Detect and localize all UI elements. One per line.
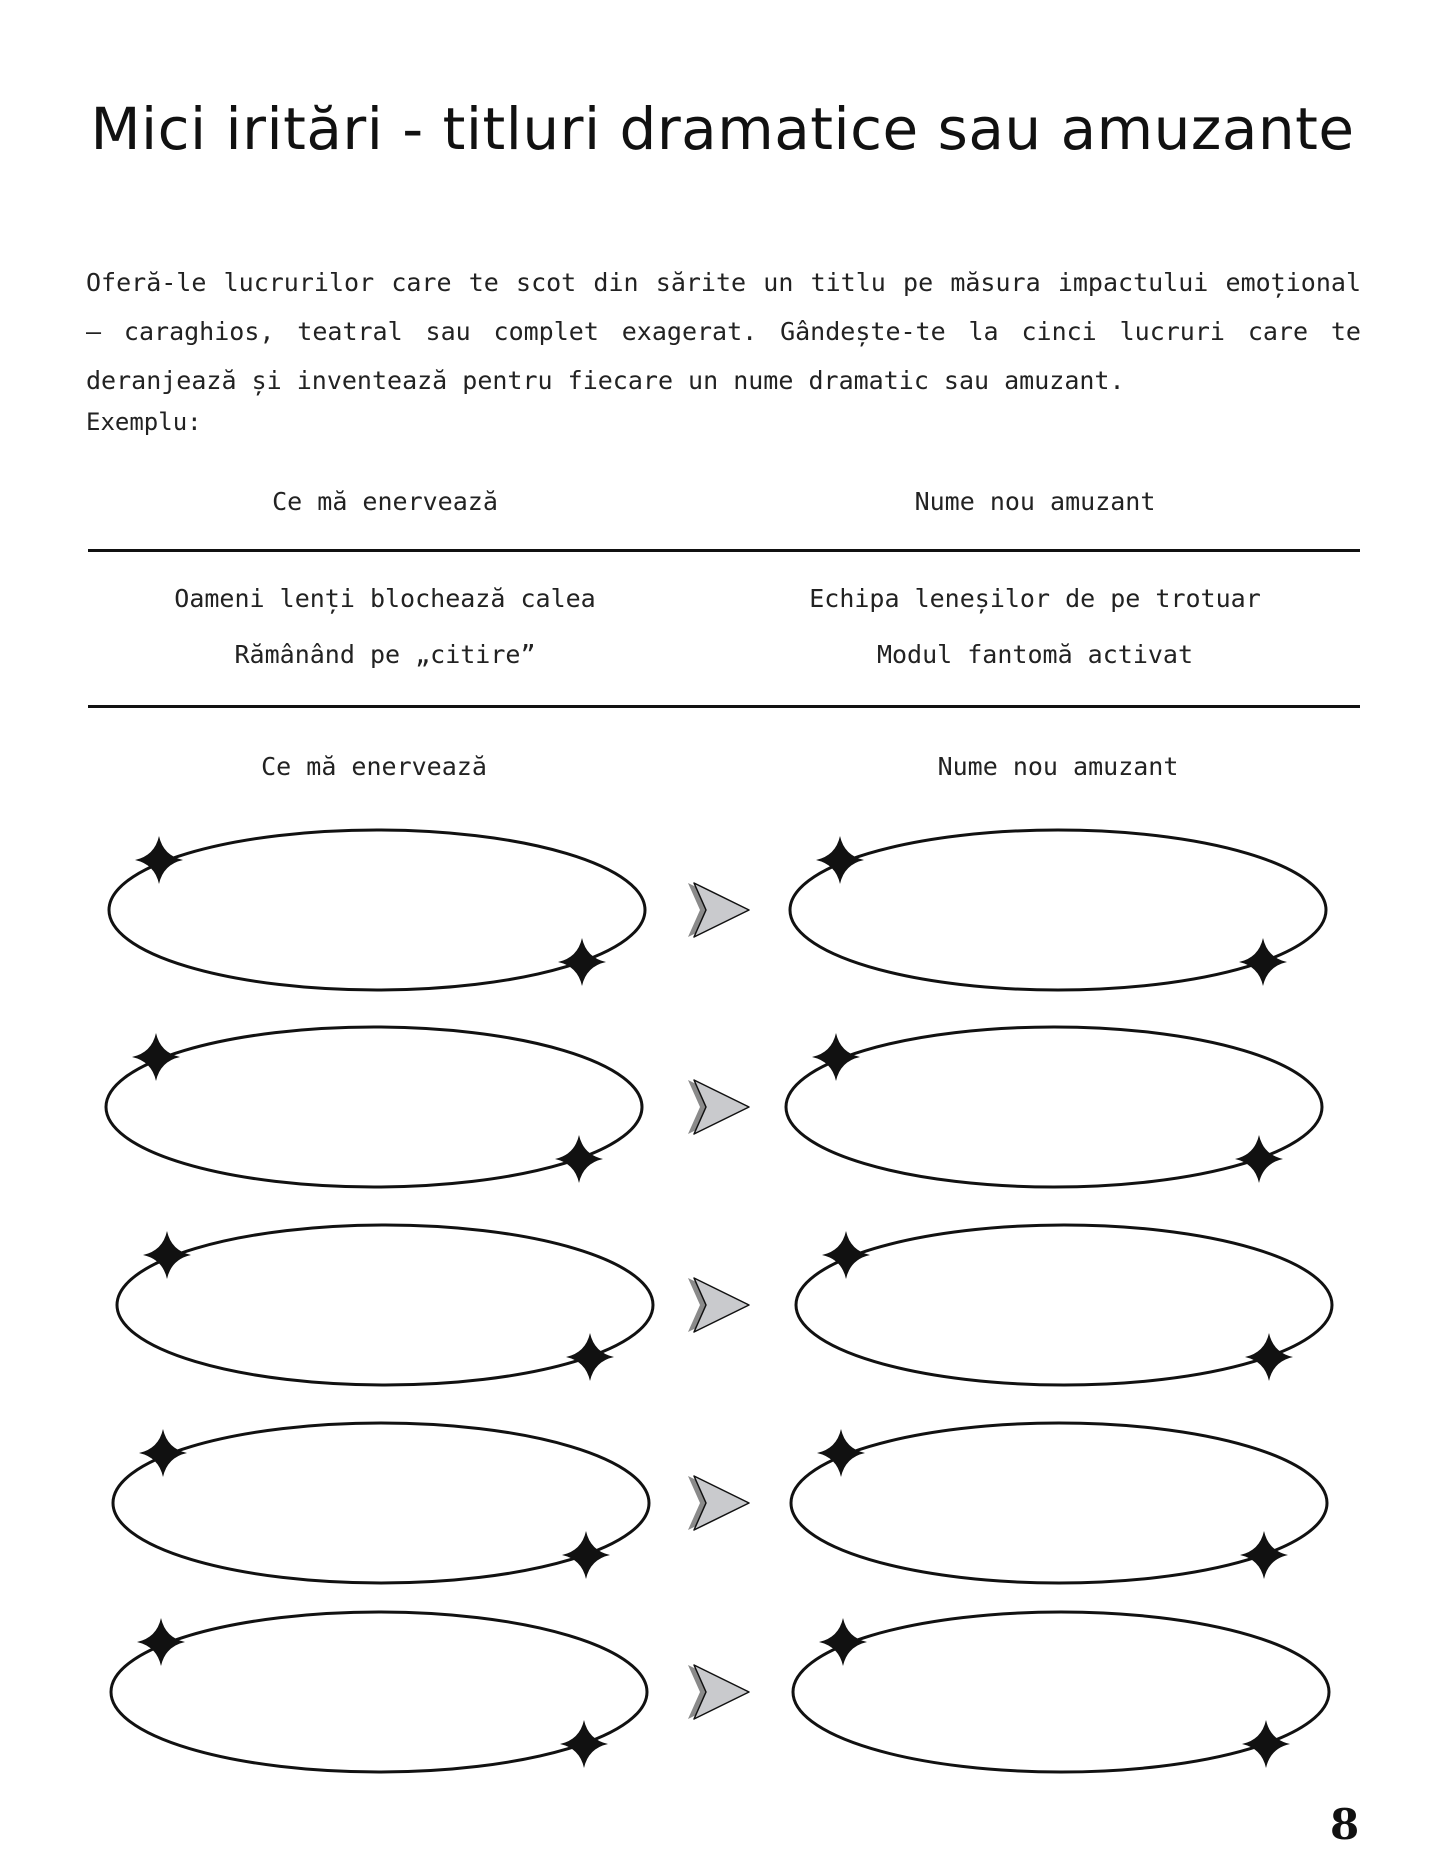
sparkle-icon: [1245, 1333, 1293, 1381]
sparkle-icon: [1242, 1720, 1290, 1768]
sparkle-icon: [1239, 938, 1287, 986]
oval-outline: [786, 1027, 1322, 1187]
example-header-new-name: Nume nou amuzant: [914, 487, 1156, 516]
oval-outline: [796, 1225, 1332, 1385]
example-row-2-new-name: Modul fantomă activat: [876, 640, 1194, 669]
answer-oval-new-name-2: [786, 1027, 1322, 1187]
oval-outline: [113, 1423, 649, 1583]
oval-outline: [111, 1612, 647, 1772]
arrow-right-icon: [688, 883, 749, 937]
arrow-right-icon: [688, 1080, 749, 1134]
sparkle-icon: [132, 1033, 180, 1081]
oval-outline: [109, 830, 645, 990]
sparkle-icon: [816, 836, 864, 884]
arrow-right-icon: [688, 1665, 749, 1719]
page-number: 8: [1330, 1800, 1360, 1849]
sparkle-icon: [819, 1618, 867, 1666]
sparkle-icon: [137, 1618, 185, 1666]
sparkle-icon: [822, 1231, 870, 1279]
sparkle-icon: [560, 1720, 608, 1768]
answer-oval-new-name-3: [796, 1225, 1332, 1385]
sparkle-icon: [1240, 1531, 1288, 1579]
oval-outline: [106, 1027, 642, 1187]
answer-oval-annoyance-4: [113, 1423, 649, 1583]
answer-oval-annoyance-3: [117, 1225, 653, 1385]
answer-oval-annoyance-2: [106, 1027, 642, 1187]
example-header-annoyance: Ce mă enervează: [272, 487, 498, 516]
sparkle-icon: [135, 836, 183, 884]
answer-oval-new-name-1: [790, 830, 1326, 990]
arrow-right-icon: [688, 1476, 749, 1530]
answer-oval-annoyance-1: [109, 830, 645, 990]
oval-outline: [117, 1225, 653, 1385]
example-row-2-annoyance: Rămânând pe „citire”: [234, 640, 536, 669]
instructions-paragraph: Oferă-le lucrurilor care te scot din sărite un titlu pe măsura impactului emoțional — caraghios, teatral sau complet exagerat. Gândește-te la cinci lucruri care te deranjează și inventează pentru fiecare un nume dramatic sau amuzant.: [86, 268, 1361, 395]
sparkle-icon: [143, 1231, 191, 1279]
exercise-header-new-name: Nume nou amuzant: [937, 752, 1179, 781]
example-row-1-new-name: Echipa leneșilor de pe trotuar: [809, 584, 1261, 613]
sparkle-icon: [558, 938, 606, 986]
oval-outline: [793, 1612, 1329, 1772]
sparkle-icon: [812, 1033, 860, 1081]
oval-outline: [790, 830, 1326, 990]
answer-oval-annoyance-5: [111, 1612, 647, 1772]
answer-oval-new-name-4: [791, 1423, 1327, 1583]
sparkle-icon: [139, 1429, 187, 1477]
sparkle-icon: [566, 1333, 614, 1381]
answer-oval-new-name-5: [793, 1612, 1329, 1772]
sparkle-icon: [817, 1429, 865, 1477]
exercise-header-annoyance: Ce mă enervează: [261, 752, 487, 781]
example-row-1-annoyance: Oameni lenți blochează calea: [174, 584, 596, 613]
sparkle-icon: [1235, 1135, 1283, 1183]
sparkle-icon: [555, 1135, 603, 1183]
arrow-right-icon: [688, 1278, 749, 1332]
sparkle-icon: [562, 1531, 610, 1579]
oval-outline: [791, 1423, 1327, 1583]
page-title: Mici iritări - titluri dramatice sau amuzante: [90, 95, 1355, 163]
example-label: Exemplu:: [86, 408, 202, 436]
